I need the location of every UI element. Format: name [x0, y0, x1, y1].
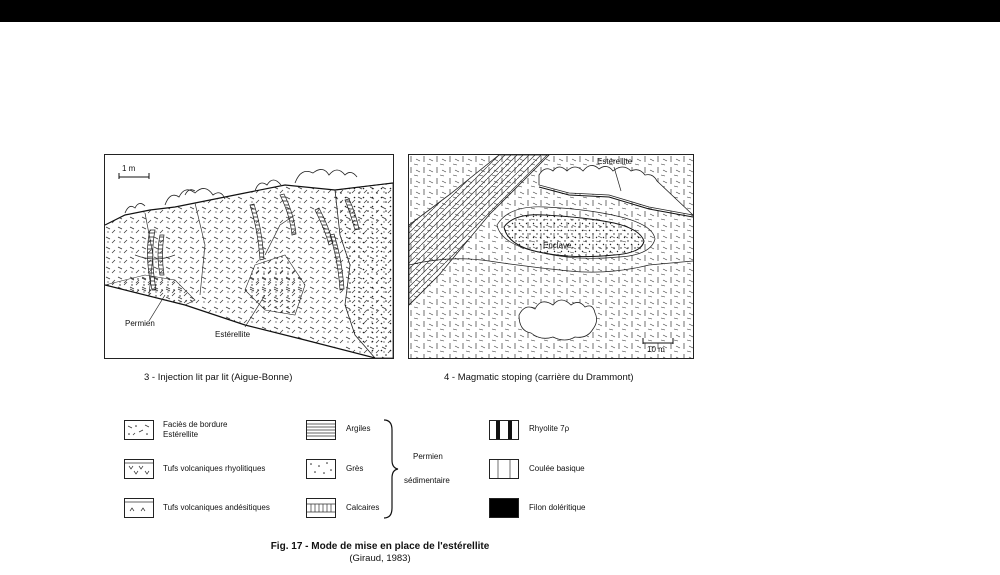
legend-brace: [382, 418, 400, 520]
scale-label: 1 m: [122, 164, 136, 173]
top-black-bar: [0, 0, 1000, 22]
legend-label-argiles: Argiles: [346, 424, 371, 433]
diagram-panel-injection: [104, 154, 394, 359]
legend-label-coulee-basique: Coulée basique: [529, 464, 585, 473]
legend-swatch-argiles: [306, 420, 336, 440]
legend-group-label-1: Permien: [413, 452, 443, 461]
legend-label-border-facies-2: Estérellite: [163, 430, 199, 439]
legend-label-gres: Grès: [346, 464, 364, 473]
legend-label-andesitic-tuffs: Tufs volcaniques andésitiques: [163, 503, 270, 512]
legend-swatch-andesitic-tuffs: [124, 498, 154, 518]
legend-swatch-filon-doleritique: [489, 498, 519, 518]
caption-panel-3: 3 - Injection lit par lit (Aigue-Bonne): [144, 372, 293, 383]
legend-swatch-border-facies: [124, 420, 154, 440]
label-enclave: Enclave: [543, 241, 572, 250]
label-permien: Permien: [125, 319, 155, 328]
legend-swatch-rhyolite: [489, 420, 519, 440]
legend-label-calcaires: Calcaires: [346, 503, 380, 512]
figure-title: Fig. 17 - Mode de mise en place de l'estérellite: [270, 541, 490, 552]
label-esterellite: Estérellite: [215, 330, 251, 339]
legend-swatch-rhyolitic-tuffs: [124, 459, 154, 479]
legend-swatch-coulee-basique: [489, 459, 519, 479]
scale-label: 10 m: [647, 345, 665, 354]
caption-panel-4: 4 - Magmatic stoping (carrière du Drammont): [444, 372, 634, 383]
legend-swatch-gres: [306, 459, 336, 479]
diagram-panel-stoping: [408, 154, 694, 359]
legend-label-border-facies: Faciès de bordure: [163, 420, 228, 429]
legend-label-filon-doleritique: Filon doléritique: [529, 503, 586, 512]
legend-swatch-calcaires: [306, 498, 336, 518]
legend-label-rhyolite: Rhyolite 7ρ: [529, 424, 570, 433]
legend-group-label-2: sédimentaire: [404, 476, 450, 485]
label-esterellite-top: Estérellite: [597, 157, 633, 166]
figure-source: (Giraud, 1983): [349, 553, 411, 564]
stoping-drawing: [409, 155, 693, 358]
legend-label-rhyolitic-tuffs: Tufs volcaniques rhyolitiques: [163, 464, 266, 473]
